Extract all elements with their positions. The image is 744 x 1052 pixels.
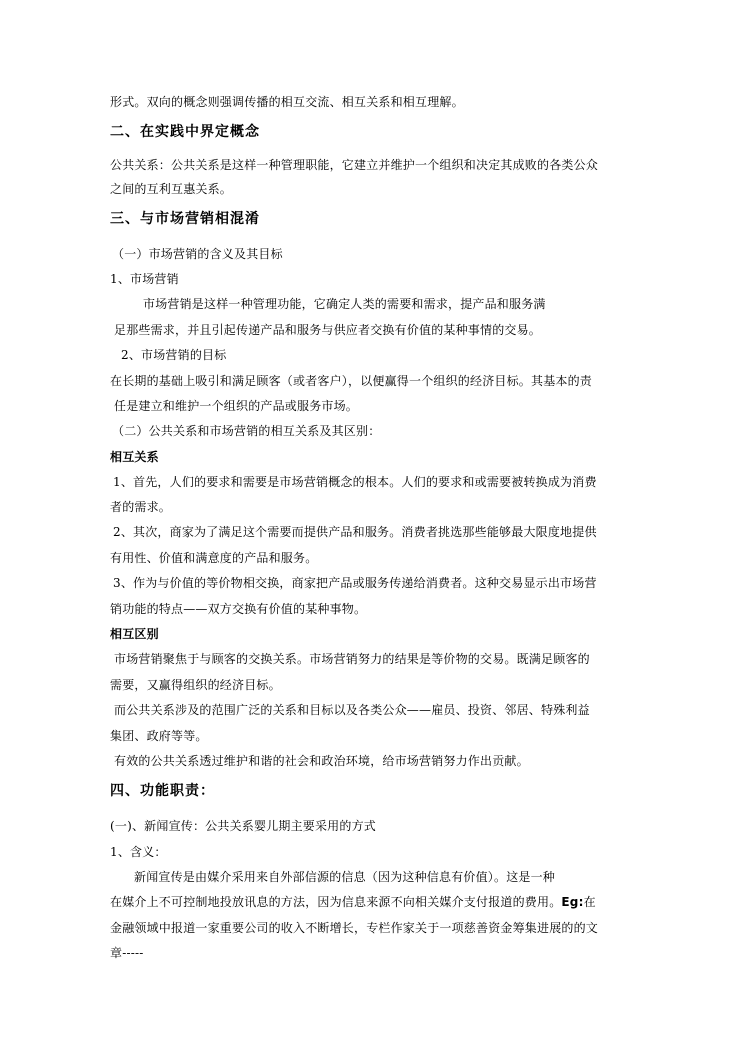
bold-subheading: 相互区别 [110, 627, 159, 641]
section-heading-4: 四、功能职责： [110, 783, 215, 799]
paragraph-line: 市场营销聚焦于与顾客的交换关系。市场营销努力的结果是等价物的交易。既满足顾客的 [114, 652, 590, 666]
paragraph-text: 在媒介上不可控制地投放讯息的方法，因为信息来源不向相关媒介支付报道的费用。 [110, 895, 562, 909]
subsection-title: （二）公共关系和市场营销的相互关系及其区别： [112, 424, 381, 438]
paragraph-line: 2、其次，商家为了满足这个需要而提供产品和服务。消费者挑选那些能够最大限度地提供 [113, 525, 597, 539]
item-title: 1、含义： [110, 845, 167, 859]
item-title: 2、市场营销的目标 [121, 348, 227, 362]
bold-subheading: 相互关系 [110, 450, 159, 464]
paragraph-line: 足那些需求，并且引起传递产品和服务与供应者交换有价值的某种事情的交易。 [114, 323, 542, 337]
paragraph-line: 金融领域中报道一家重要公司的收入不断增长，专栏作家关于一项慈善资金筹集进展的的文 [110, 921, 599, 935]
paragraph-line: 集团、政府等等。 [110, 729, 208, 743]
example-marker: Eg: [561, 895, 584, 909]
paragraph-line: 新闻宣传是由媒介采用来自外部信源的信息（因为这种信息有价值）。这是一种 [134, 870, 556, 884]
paragraph-line: 有效的公共关系透过维护和谐的社会和政治环境，给市场营销努力作出贡献。 [114, 754, 529, 768]
paragraph-line: 任是建立和维护一个组织的产品或服务市场。 [114, 399, 359, 413]
paragraph-line: 在长期的基础上吸引和满足顾客（或者客户），以便赢得一个组织的经济目标。其基本的责 [110, 374, 593, 388]
item-title: 1、市场营销 [110, 272, 179, 286]
paragraph-line: 需要，又赢得组织的经济目标。 [110, 678, 281, 692]
paragraph-text: 在 [583, 895, 596, 909]
paragraph-line: 3、作为与价值的等价物相交换，商家把产品或服务传递给消费者。这种交易显示出市场营 [113, 576, 597, 590]
section-heading-3: 三、与市场营销相混淆 [110, 211, 260, 227]
subsection-title: (一)、新闻宣传：公共关系婴儿期主要采用的方式 [110, 819, 376, 833]
paragraph-line: 1、首先，人们的要求和需要是市场营销概念的根本。人们的要求和或需要被转换成为消费 [113, 475, 597, 489]
subsection-title: （一）市场营销的含义及其目标 [112, 247, 283, 261]
paragraph-line: 而公共关系涉及的范围广泛的关系和目标以及各类公众——雇员、投资、邻居、特殊利益 [114, 703, 590, 717]
paragraph-line [110, 894, 596, 910]
paragraph-line: 之间的互利互惠关系。 [110, 182, 233, 196]
paragraph-line: 形式。双向的概念则强调传播的相互交流、相互关系和相互理解。 [110, 95, 464, 109]
paragraph-line: 市场营销是这样一种管理功能，它确定人类的需要和需求，提产品和服务满 [143, 297, 546, 311]
paragraph-line: 章----- [110, 946, 144, 960]
paragraph-line: 有用性、价值和满意度的产品和服务。 [110, 551, 318, 565]
paragraph-line: 公共关系：公共关系是这样一种管理职能，它建立并维护一个组织和决定其成败的各类公众 [110, 158, 599, 172]
paragraph-line: 者的需求。 [110, 500, 172, 514]
paragraph-line: 销功能的特点——双方交换有价值的某种事物。 [110, 602, 367, 616]
section-heading-2: 二、在实践中界定概念 [110, 124, 260, 140]
